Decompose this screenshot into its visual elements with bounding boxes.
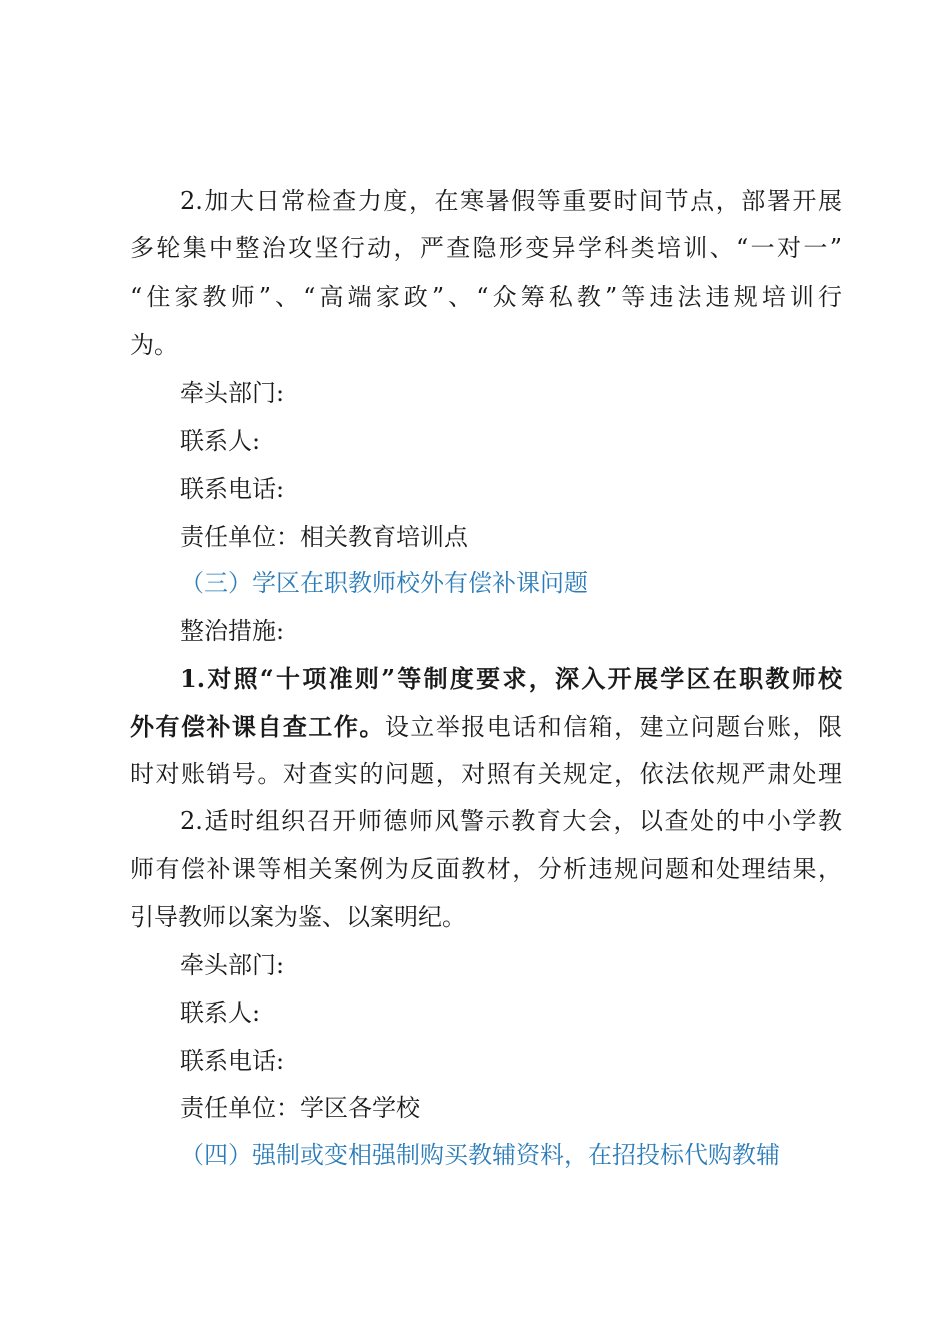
measures-label: 整治措施:	[180, 617, 285, 645]
contact-phone-label: 联系电话:	[180, 1047, 285, 1075]
responsible-unit: 责任单位：相关教育培训点	[180, 523, 468, 551]
section-heading: （四）强制或变相强制购买教辅资料，在招投标代购教辅	[180, 1141, 780, 1169]
paragraph-line: 时对账销号。对查实的问题，对照有关规定，依法依规严肃处理	[130, 760, 842, 788]
lead-department-label: 牵头部门:	[180, 379, 285, 407]
contact-phone-label: 联系电话:	[180, 475, 285, 503]
section-heading: （三）学区在职教师校外有偿补课问题	[180, 569, 588, 597]
paragraph-line: 2.适时组织召开师德师风警示教育大会，以查处的中小学教	[180, 807, 842, 835]
measure-item-title-end: 外有偿补课自查工作。	[130, 712, 385, 741]
paragraph-line: 为。	[130, 331, 178, 359]
responsible-unit: 责任单位：学区各学校	[180, 1094, 420, 1122]
lead-department-label: 牵头部门:	[180, 951, 285, 979]
paragraph-line	[130, 712, 842, 742]
contact-person-label: 联系人:	[180, 999, 261, 1027]
contact-person-label: 联系人:	[180, 427, 261, 455]
paragraph-line: “住家教师”、“高端家政”、“众筹私教”等违法违规培训行	[130, 283, 842, 311]
paragraph-line: 师有偿补课等相关案例为反面教材，分析违规问题和处理结果，	[130, 855, 842, 883]
measure-item-title: 1.对照“十项准则”等制度要求，深入开展学区在职教师校	[180, 664, 842, 693]
paragraph-line: 多轮集中整治攻坚行动，严查隐形变异学科类培训、“一对一”	[130, 234, 842, 262]
paragraph-line: 2.加大日常检查力度，在寒暑假等重要时间节点，部署开展	[180, 187, 842, 215]
paragraph-line: 引导教师以案为鉴、以案明纪。	[130, 903, 466, 931]
measure-item-text: 设立举报电话和信箱，建立问题台账，限	[384, 713, 843, 741]
